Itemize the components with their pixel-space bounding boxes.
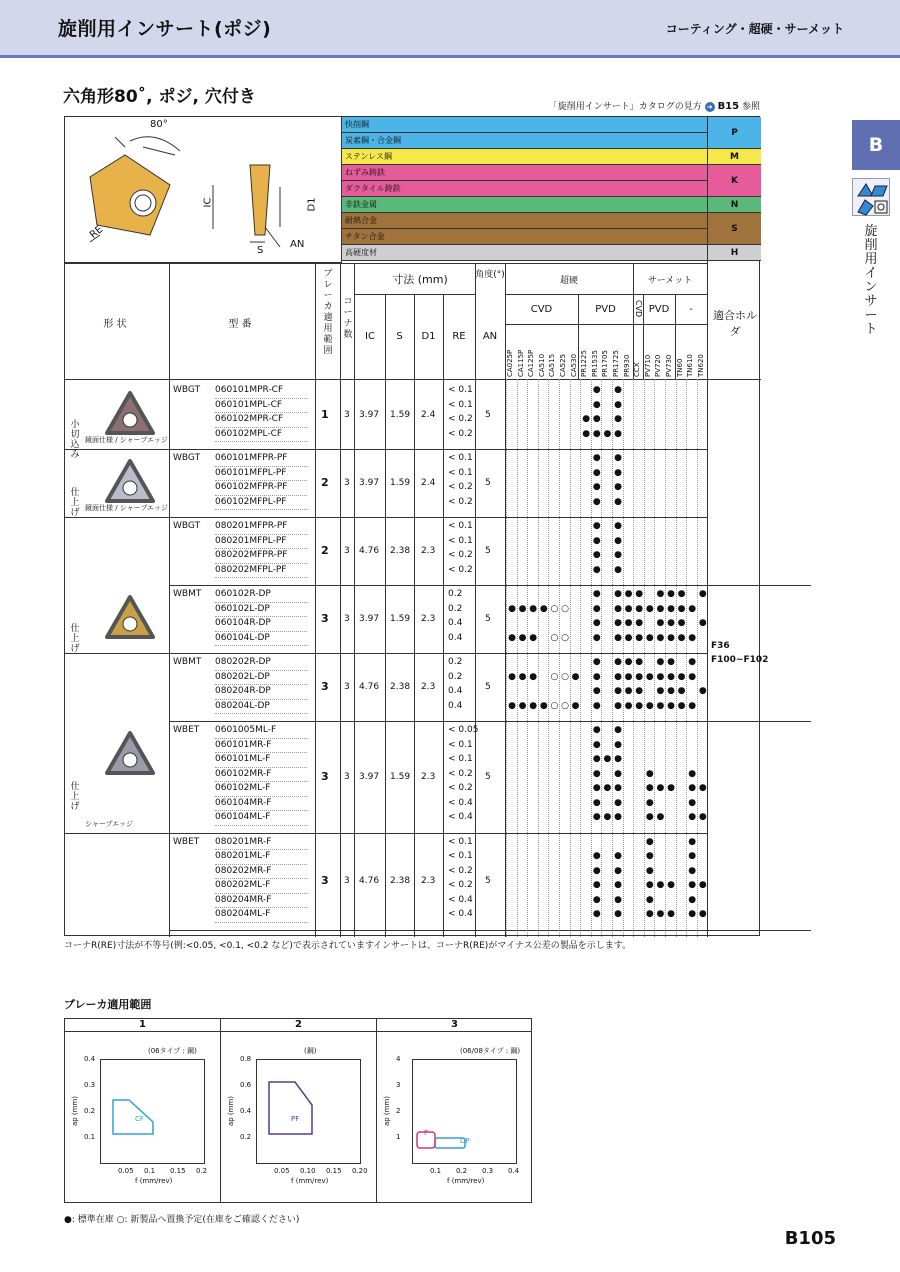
ic-value: 3.97 <box>359 771 380 782</box>
breaker-range: 3 <box>321 769 329 783</box>
y-tick: 0.2 <box>84 1107 96 1115</box>
re-value: < 0.2 <box>448 428 473 439</box>
col-re: RE <box>452 331 466 342</box>
grade-pr1725: PR1725 <box>612 350 620 377</box>
model-number: 080204L-DP <box>215 699 307 715</box>
diagram-an-label: AN <box>290 239 305 250</box>
y-tick: 0.6 <box>240 1081 252 1089</box>
model-number: 060104R-DP <box>215 616 307 632</box>
ic-value: 3.97 <box>359 614 380 624</box>
re-value: < 0.1 <box>448 385 473 395</box>
re-value: < 0.05 <box>448 725 479 735</box>
grade-pr1225: PR1225 <box>580 350 589 377</box>
corner-count: 3 <box>344 410 350 420</box>
chart-caption: (06タイプ : 鋼) <box>148 1047 197 1055</box>
ic-value: 3.97 <box>359 478 380 488</box>
model-number: 080202ML-F <box>215 878 307 894</box>
workpiece-group-m: M <box>707 149 761 165</box>
model-number: 060102MPL-CF <box>215 427 307 443</box>
model-number: 080201ML-F <box>215 849 307 865</box>
model-number: 060101ML-F <box>215 752 307 768</box>
y-tick: 1 <box>396 1133 401 1141</box>
x-axis-label: f (mm/rev) <box>135 1177 173 1185</box>
model-number: 060101MFPR-PF <box>215 451 307 467</box>
grade-tn620: TN620 <box>696 354 705 377</box>
series-name: WBET <box>173 836 200 847</box>
model-number: 060104L-DP <box>215 631 307 647</box>
workpiece-row: チタン合金 <box>342 229 707 245</box>
col-size: 寸法 (mm) <box>392 273 448 286</box>
catalog-ref-page: B15 <box>717 101 740 112</box>
catalog-reference <box>549 99 760 112</box>
x-tick: 0.3 <box>482 1167 494 1175</box>
grade-pv710: PV710 <box>643 354 652 377</box>
grade-tn60: TN60 <box>675 358 684 377</box>
re-value: < 0.4 <box>448 797 473 808</box>
model-number: 080201MFPL-PF <box>215 534 307 550</box>
y-tick: 4 <box>396 1055 401 1063</box>
model-number: 080204R-DP <box>215 684 307 700</box>
insert-category-icon <box>852 178 890 216</box>
grade-gridline <box>559 379 560 937</box>
breaker-range: 1 <box>321 408 329 421</box>
legend: ●: 標準在庫 ○: 新製品へ置換予定(在庫をご確認ください) <box>64 1215 300 1225</box>
grade-gridline <box>548 379 549 937</box>
d1-value: 2.3 <box>421 614 436 624</box>
grade-gridline <box>517 379 518 937</box>
model-number: 080204MR-F <box>215 893 307 909</box>
x-tick: 0.4 <box>508 1167 520 1175</box>
side-tab-label: 旋削用インサート <box>864 224 878 337</box>
model-number: 060102R-DP <box>215 587 307 603</box>
re-value: < 0.1 <box>448 535 473 546</box>
grade-ccx: CCX <box>633 362 642 377</box>
grade-ca115p: CA115P <box>516 349 525 377</box>
page-title: 旋削用インサート(ポジ) <box>58 18 272 40</box>
y-tick: 3 <box>396 1081 401 1089</box>
col-carbide: 超硬 <box>559 276 578 286</box>
re-value: < 0.1 <box>448 399 473 410</box>
breaker-range: 3 <box>321 874 329 887</box>
model-number: 060102L-DP <box>215 602 307 618</box>
y-tick: 0.2 <box>240 1133 252 1141</box>
re-value: < 0.1 <box>448 467 473 478</box>
workpiece-group-p: P <box>707 117 761 149</box>
chart-caption: (鋼) <box>304 1047 317 1055</box>
d1-value: 2.3 <box>421 682 436 692</box>
s-value: 2.38 <box>390 546 411 556</box>
workpiece-row: 炭素鋼・合金鋼 <box>342 133 707 149</box>
y-axis-label: ap (mm) <box>227 1095 236 1127</box>
series-name: WBGT <box>173 385 201 395</box>
s-value: 2.38 <box>390 876 411 886</box>
row-separator <box>65 653 707 654</box>
application-label: 仕上げ <box>70 624 80 654</box>
re-value: < 0.2 <box>448 414 473 424</box>
ic-value: 4.76 <box>359 546 380 556</box>
re-value: < 0.2 <box>448 496 473 507</box>
s-value: 1.59 <box>390 410 411 420</box>
model-number: 060102MR-F <box>215 767 307 783</box>
re-value: < 0.2 <box>448 564 473 575</box>
y-tick: 2 <box>396 1107 401 1115</box>
insert-photo <box>105 391 155 441</box>
breaker-range: 2 <box>321 544 329 557</box>
y-tick: 0.1 <box>84 1133 96 1141</box>
model-number: 080201MFPR-PF <box>215 519 307 535</box>
col-breaker: ブレーカ適用範囲 <box>323 269 333 356</box>
x-tick: 0.2 <box>196 1167 208 1175</box>
insert-caption: 鏡面仕様 / シャープエッジ <box>85 504 168 512</box>
ic-value: 4.76 <box>359 876 380 886</box>
workpiece-row: ステンレス鋼 <box>342 149 707 165</box>
breaker-range: 2 <box>321 476 329 489</box>
re-value: < 0.1 <box>448 836 473 847</box>
breaker-section-title: ブレーカ適用範囲 <box>64 998 152 1011</box>
insert-photo <box>105 459 155 509</box>
an-value: 5 <box>485 771 491 782</box>
breaker-range: 3 <box>321 680 329 693</box>
workpiece-group-h: H <box>707 245 761 261</box>
row-separator <box>169 721 811 722</box>
row-separator <box>65 833 707 834</box>
series-name: WBGT <box>173 521 201 531</box>
col-ic: IC <box>365 331 375 342</box>
re-value: 0.4 <box>448 618 463 628</box>
col-d1: D1 <box>421 331 436 342</box>
d1-value: 2.3 <box>421 876 436 886</box>
insert-caption: 鏡面仕様 / シャープエッジ <box>85 436 168 444</box>
an-value: 5 <box>485 546 491 556</box>
y-axis-label: ap (mm) <box>383 1095 392 1127</box>
col-dash: - <box>689 304 693 315</box>
x-axis-label: f (mm/rev) <box>447 1177 485 1185</box>
grade-tn610: TN610 <box>686 354 695 377</box>
model-number: 080202MFPR-PF <box>215 548 307 564</box>
re-value: < 0.2 <box>448 880 473 890</box>
x-tick: 0.2 <box>456 1167 468 1175</box>
corner-count: 3 <box>344 546 350 556</box>
an-value: 5 <box>485 614 491 624</box>
ic-value: 3.97 <box>359 410 380 420</box>
grade-gridline <box>538 379 539 937</box>
grade-pr930: PR930 <box>622 354 631 377</box>
grade-pr1705: PR1705 <box>601 350 610 377</box>
corner-count: 3 <box>344 876 350 886</box>
model-number: 080202R-DP <box>215 655 307 671</box>
s-value: 1.59 <box>390 614 411 624</box>
col-model: 型 番 <box>228 319 252 330</box>
col-pvd2: PVD <box>648 304 670 315</box>
row-separator <box>65 449 707 450</box>
grade-pv730: PV730 <box>665 354 673 377</box>
re-value: < 0.1 <box>448 453 473 463</box>
x-tick: 0.20 <box>352 1167 368 1175</box>
insert-photo <box>105 595 155 645</box>
x-tick: 0.15 <box>326 1167 342 1175</box>
series-name: WBMT <box>173 657 202 667</box>
row-separator <box>169 585 811 586</box>
insert-diagram <box>65 117 342 263</box>
an-value: 5 <box>485 682 491 692</box>
model-number: 060101MR-F <box>215 738 307 754</box>
x-tick: 0.15 <box>170 1167 186 1175</box>
chart-region-label: CF <box>135 1115 144 1123</box>
re-value: < 0.2 <box>448 768 473 779</box>
breaker-range-table <box>64 1018 532 1203</box>
re-value: 0.4 <box>448 700 463 711</box>
y-tick: 0.4 <box>240 1107 252 1115</box>
corner-count: 3 <box>344 614 350 624</box>
col-cermet: サーメット <box>647 276 693 286</box>
model-number: 080201MR-F <box>215 835 307 851</box>
breaker-col-1: 1 <box>139 1019 146 1030</box>
arrow-right-icon: ➜ <box>705 102 715 112</box>
re-value: < 0.2 <box>448 550 473 560</box>
model-number: 080204ML-F <box>215 907 307 923</box>
workpiece-row: 高硬度材 <box>342 245 707 261</box>
model-number: 060104MR-F <box>215 796 307 812</box>
d1-value: 2.3 <box>421 546 436 556</box>
chart-region-label-f: F <box>424 1129 429 1137</box>
model-number: 080202MR-F <box>215 864 307 880</box>
re-value: 0.4 <box>448 632 463 643</box>
re-value: < 0.1 <box>448 739 473 750</box>
diagram-ic-label: IC <box>202 197 214 208</box>
workpiece-group-n: N <box>707 197 761 213</box>
model-number: 0601005ML-F <box>215 723 307 739</box>
re-value: 0.4 <box>448 686 463 696</box>
section-subtitle: 六角形80˚, ポジ, 穴付き <box>63 87 256 107</box>
model-number: 080202MFPL-PF <box>215 563 307 579</box>
y-axis-label: ap (mm) <box>71 1095 80 1127</box>
an-value: 5 <box>485 876 491 886</box>
row-separator <box>169 930 811 931</box>
re-value: 0.2 <box>448 603 463 614</box>
footnote: コーナR(RE)寸法が不等号(例:<0.05, <0.1, <0.2 など)で表示されていますインサートは、コーナR(RE)がマイナス公差の製品を示します。 <box>64 941 632 951</box>
diagram-s-label: S <box>257 245 264 256</box>
x-tick: 0.10 <box>300 1167 316 1175</box>
workpiece-group-k: K <box>707 165 761 197</box>
x-tick: 0.05 <box>118 1167 134 1175</box>
page-header <box>0 0 900 58</box>
re-value: < 0.2 <box>448 783 473 793</box>
holder-f100: F100~F102 <box>711 655 769 665</box>
an-value: 5 <box>485 478 491 488</box>
re-value: 0.2 <box>448 657 463 667</box>
application-label: 仕上げ <box>70 781 80 812</box>
header-category: コーティング・超硬・サーメット <box>665 22 844 36</box>
corner-count: 3 <box>344 771 350 782</box>
an-value: 5 <box>485 410 491 420</box>
re-value: < 0.1 <box>448 754 473 764</box>
model-number: 060102MFPL-PF <box>215 495 307 511</box>
grade-gridline <box>570 379 571 937</box>
series-name: WBGT <box>173 453 201 463</box>
col-cvd2: CVD <box>634 300 643 318</box>
breaker-col-2: 2 <box>295 1019 302 1030</box>
y-tick: 0.3 <box>84 1081 96 1089</box>
corner-count: 3 <box>344 478 350 488</box>
grade-gridline <box>506 379 507 937</box>
diagram-d1-label: D1 <box>306 197 318 212</box>
col-angle: 角度(°) <box>475 270 505 280</box>
col-corners: コーナ数 <box>343 297 353 340</box>
diagram-re-label: RE <box>88 224 106 241</box>
workpiece-row: ダクタイル鋳鉄 <box>342 181 707 197</box>
workpiece-row: 耐熱合金 <box>342 213 707 229</box>
y-tick: 0.8 <box>240 1055 252 1063</box>
chart-region-label: PF <box>291 1115 300 1123</box>
series-name: WBET <box>173 725 200 735</box>
application-label: 仕上げ <box>70 488 80 518</box>
s-value: 2.38 <box>390 682 411 692</box>
model-number: 060102ML-F <box>215 781 307 797</box>
side-tab-letter[interactable]: B <box>852 120 900 170</box>
s-value: 1.59 <box>390 771 411 782</box>
model-number: 060102MFPR-PF <box>215 480 307 496</box>
application-label: 小切込み <box>70 420 80 460</box>
catalog-ref-suffix: 参照 <box>741 102 760 112</box>
breaker-chart-3 <box>412 1059 517 1164</box>
model-number: 080202L-DP <box>215 670 307 686</box>
series-name: WBMT <box>173 589 202 599</box>
chart-caption: (06/08タイプ : 鋼) <box>460 1047 521 1055</box>
col-s: S <box>396 331 403 342</box>
y-tick: 0.4 <box>84 1055 96 1063</box>
workpiece-row: 快削鋼 <box>342 117 707 133</box>
d1-value: 2.3 <box>421 771 436 782</box>
model-number: 060104ML-F <box>215 810 307 826</box>
re-value: 0.2 <box>448 671 463 682</box>
x-tick: 0.1 <box>144 1167 156 1175</box>
grade-pr1535: PR1535 <box>590 350 599 377</box>
d1-value: 2.4 <box>421 478 436 488</box>
re-value: < 0.1 <box>448 521 473 531</box>
workpiece-row: ねずみ鋳鉄 <box>342 165 707 181</box>
row-separator <box>65 517 707 518</box>
workpiece-row: 非鉄金属 <box>342 197 707 213</box>
col-holder: 適合ホルダ <box>713 309 757 338</box>
grade-gridline <box>580 379 581 937</box>
col-an: AN <box>482 331 498 342</box>
holder-f36: F36 <box>711 641 730 651</box>
chart-region-label: DP <box>460 1137 470 1145</box>
grade-ca530: CA530 <box>569 353 578 377</box>
col-pvd: PVD <box>595 304 616 315</box>
x-tick: 0.05 <box>274 1167 290 1175</box>
insert-photo <box>105 731 155 781</box>
re-value: < 0.4 <box>448 812 473 822</box>
x-tick: 0.1 <box>430 1167 442 1175</box>
x-axis-label: f (mm/rev) <box>291 1177 329 1185</box>
grade-ca515: CA515 <box>548 353 557 377</box>
diagram-angle-label: 80° <box>150 119 168 130</box>
s-value: 1.59 <box>390 478 411 488</box>
breaker-chart-2 <box>256 1059 361 1164</box>
breaker-range: 3 <box>321 612 329 625</box>
workpiece-group-s: S <box>707 213 761 245</box>
re-value: < 0.2 <box>448 865 473 876</box>
insert-table: 80° RE IC D1 S AN 快削鋼 炭素鋼・合金鋼 ステンレス鋼 ねずみ鋳鉄 ダクタイル鋳鉄 非鉄金属 耐熱合金 チタン合金 高硬度材 P M K N S H 形 状 型 番 ブレーカ適用範囲 コーナ数 寸法 (mm) IC S D1 RE 角度(°) AN 超硬 サーメット CVD PVD CVD PVD - 適合ホルダ CA025P CA115P CA125P CA510 CA515 CA525 CA530 PR1225 PR1535 PR1705 PR1725 PR930 CCX PV710 PV720 PV730 TN60 TN610 TN620 小切込み 鏡面仕様 / シャープエッジ WBGT 060101MPR-CF < 0.1 ● ● 060101MPL-CF < 0.1 ● ● 060102MPR-CF < 0.2 ● ● ● 060102MPL-CF < 0.2 ● ● ● ● 1 3 3.97 1.59 2.4 5 仕上げ 鏡面仕様 / シャープエッジ WBGT 060101MFPR-PF < 0.1 ● ● 060101MFPL-PF < 0.1 ● ● 060102MFPR-PF < 0.2 ● ● 060102MFPL-PF < 0.2 ● ● 2 3 3.97 1.59 2.4 5 WBGT 080201MFPR-PF < 0.1 ● ● 080201MFPL-PF < 0.1 ● ● 080202MFPR-PF < 0.2 ● ● 080202MFPL-PF < 0.2 ● ● 2 3 4.76 2.38 2.3 5 仕上げ WBMT 060102R-DP 0.2 ● ● ● ● ● ● ● ● 060102L-DP 0.2 ● ● ● ● ○ ○ ● ● ● ● ● ● ● ● ● 060104R-DP 0.4 ● ● ● ● ● ● ● ● 060104L-DP 0.4 ● ● ● ○ ○ ● ● ● ● ● ● ● ● ● 3 3 3.97 1.59 2.3 5 WBMT 080202R-DP 0.2 ● ● ● ● ● ● ● 080202L-DP 0.2 ● ● ● ○ ○ ● ● ● ● ● ● ● ● ● ● 080204R-DP 0.4 ● ● ● ● ● ● ● ● 080204L-DP 0.4 ● ● ● ● ○ ○ ● ● ● ● ● ● ● ● ● ● 3 3 4.76 2.38 2.3 5 仕上げ シャープエッジ WBET 0601005ML-F < 0.05 ● ● 060101MR-F < 0.1 ● ● 060101ML-F < 0.1 ● ● ● 060102MR-F < 0.2 ● ● ● ● 060102ML-F < 0.2 ● ● ● ● ● ● ● ● 060104MR-F < 0.4 ● ● ● ● 060104ML-F < 0.4 ● ● ● ● ● ● ● 3 3 3.97 1.59 2.3 5 WBET 080201MR-F < 0.1 ● ● 080201ML-F < 0.1 ● ● ● ● 080202MR-F < 0.2 ● ● ● ● 080202ML-F < 0.2 ● ● ● ● ● ● ● 080204MR-F < 0.4 ● ● ● ● 080204ML-F < 0.4 ● ● ● ● ● ● ● 3 3 4.76 2.38 2.3 5 F36 F100~F102 <box>64 116 760 936</box>
breaker-chart-1 <box>100 1059 205 1164</box>
model-number: 060102MPR-CF <box>215 412 307 428</box>
re-value: 0.2 <box>448 589 463 599</box>
d1-value: 2.4 <box>421 410 436 420</box>
ic-value: 4.76 <box>359 682 380 692</box>
grade-pv720: PV720 <box>654 354 663 377</box>
catalog-ref-text: 「旋削用インサート」カタログの見方 <box>548 102 702 112</box>
model-number: 060101MFPL-PF <box>215 466 307 482</box>
page-number: B105 <box>784 1228 836 1249</box>
corner-count: 3 <box>344 682 350 692</box>
grade-ca125p: CA125P <box>527 349 536 377</box>
model-number: 060101MPR-CF <box>215 383 307 399</box>
grade-ca025p: CA025P <box>506 349 514 377</box>
grade-ca510: CA510 <box>537 353 546 377</box>
col-shape: 形 状 <box>103 319 127 330</box>
col-cvd: CVD <box>530 304 553 315</box>
re-value: < 0.4 <box>448 909 473 919</box>
insert-caption: シャープエッジ <box>85 819 134 828</box>
breaker-col-3: 3 <box>451 1019 458 1030</box>
grade-ca525: CA525 <box>559 353 567 377</box>
grade-gridline <box>527 379 528 937</box>
re-value: < 0.2 <box>448 482 473 492</box>
re-value: < 0.4 <box>448 894 473 905</box>
model-number: 060101MPL-CF <box>215 398 307 414</box>
re-value: < 0.1 <box>448 851 473 861</box>
